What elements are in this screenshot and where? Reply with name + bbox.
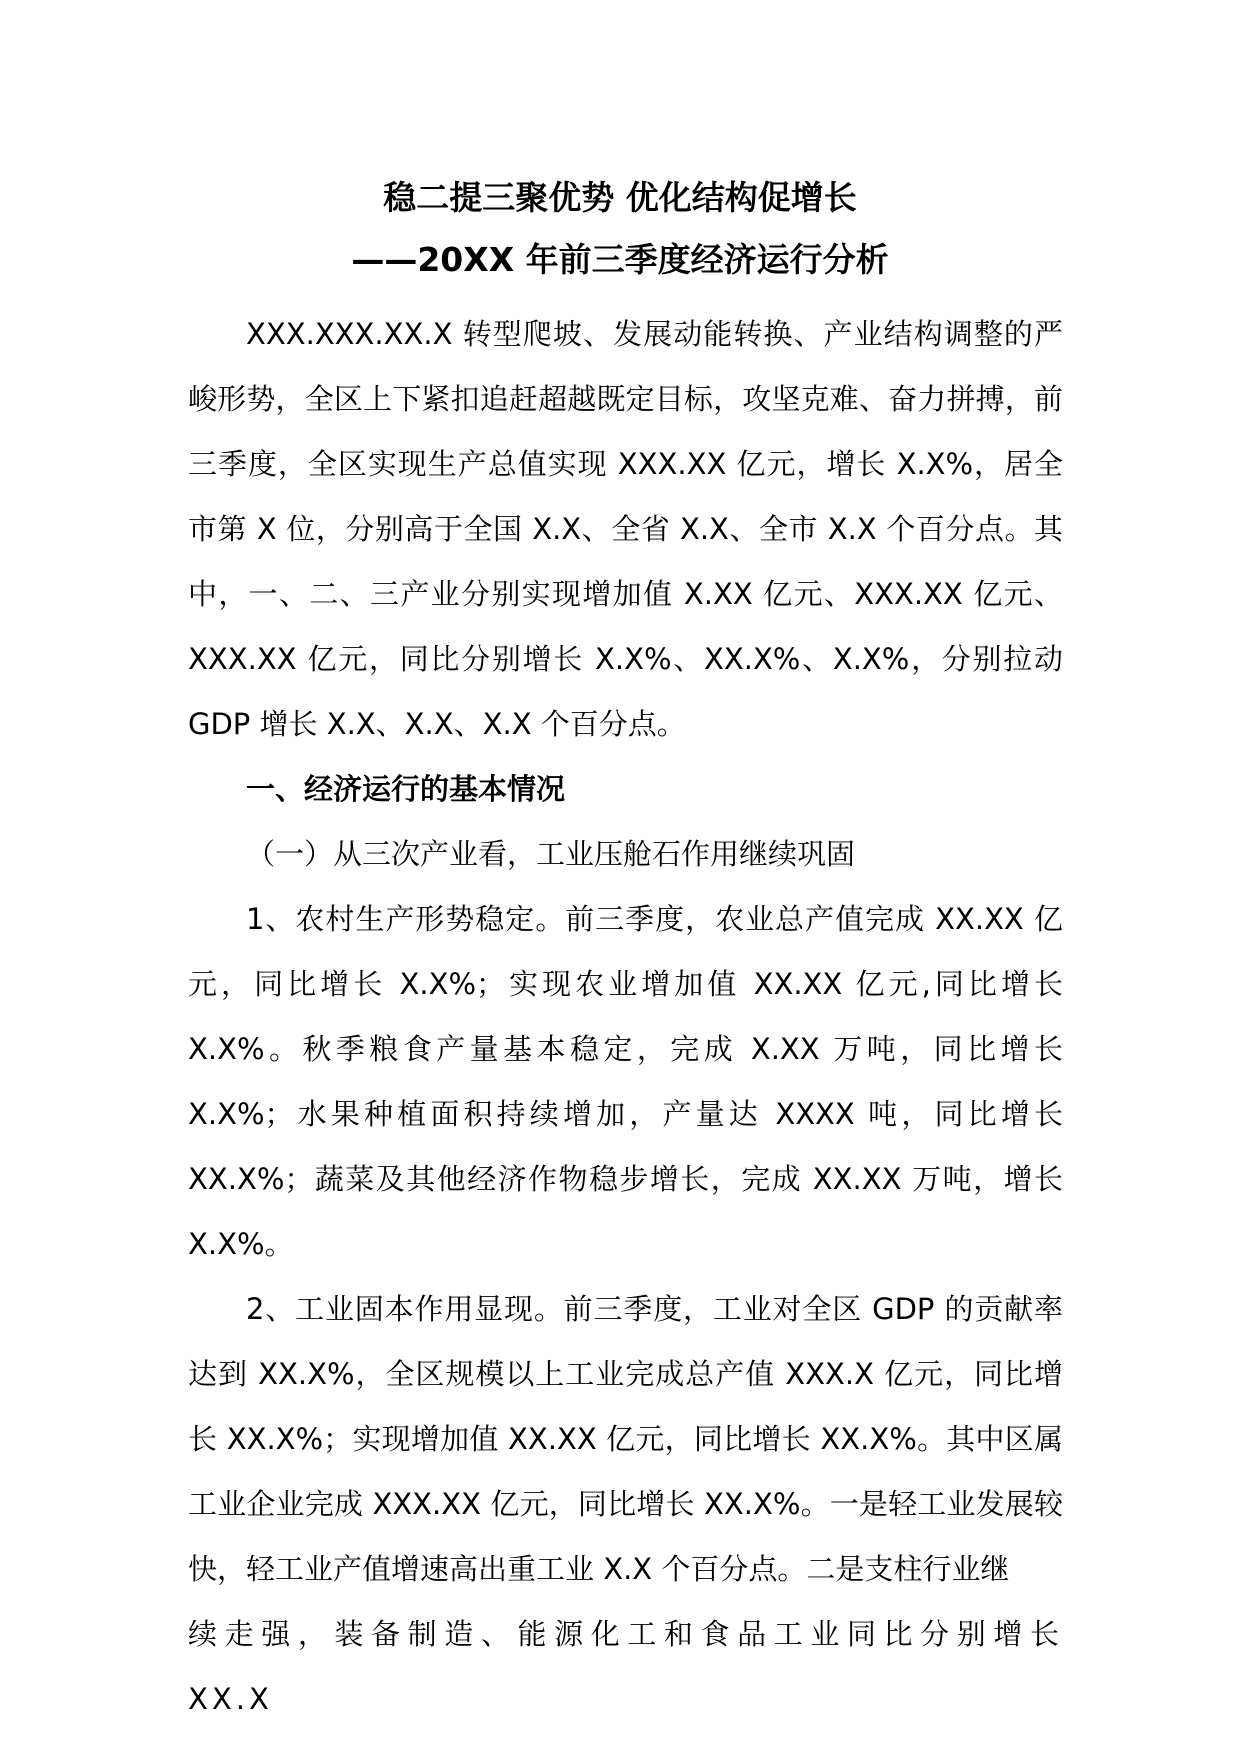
document-title: 稳二提三聚优势 优化结构促增长	[383, 178, 857, 217]
document-subtitle: ——20XX 年前三季度经济运行分析	[351, 240, 889, 279]
industry-paragraph-continued: 续走强，装备制造、能源化工和食品工业同比分别增长 XX.X	[188, 1617, 1063, 1716]
intro-paragraph: XXX.XXX.XX.X 转型爬坡、发展动能转换、产业结构调整的严峻形势，全区上下紧扣追赶超越既定目标，攻坚克难、奋力拼搏，前三季度，全区实现生产总值实现 XXX.XX 亿元，增长 X.X%，居全市第 X 位，分别高于全国 X.X、全省 X.X、全市 X.X 个百分点。其中，一、二、三产业分别实现增加值 X.XX 亿元、XXX.XX 亿元、XXX.XX 亿元，同比分别增长 X.X%、XX.X%、X.X%，分别拉动 GDP 增长 X.X、X.X、X.X 个百分点。	[188, 317, 1063, 741]
subsection-heading: （一）从三次产业看，工业压舱石作用继续巩固	[246, 837, 856, 871]
section-heading: 一、经济运行的基本情况	[246, 772, 566, 806]
document-body	[188, 302, 1063, 1732]
agriculture-paragraph: 1、农村生产形势稳定。前三季度，农业总产值完成 XX.XX 亿元，同比增长 X.X%；实现农业增加值 XX.XX 亿元,同比增长 X.X%。秋季粮食产量基本稳定，完成 X.XX 万吨，同比增长 X.X%；水果种植面积持续增加，产量达 XXXX 吨，同比增长 XX.X%；蔬菜及其他经济作物稳步增长，完成 XX.XX 万吨，增长 X.X%。	[188, 902, 1063, 1261]
industry-paragraph: 2、工业固本作用显现。前三季度，工业对全区 GDP 的贡献率达到 XX.X%，全区规模以上工业完成总产值 XXX.X 亿元，同比增长 XX.X%；实现增加值 XX.XX 亿元，同比增长 XX.X%。其中区属工业企业完成 XXX.XX 亿元，同比增长 XX.X%。一是轻工业发展较快，轻工业产值增速高出重工业 X.X 个百分点。二是支柱行业继	[188, 1292, 1063, 1586]
